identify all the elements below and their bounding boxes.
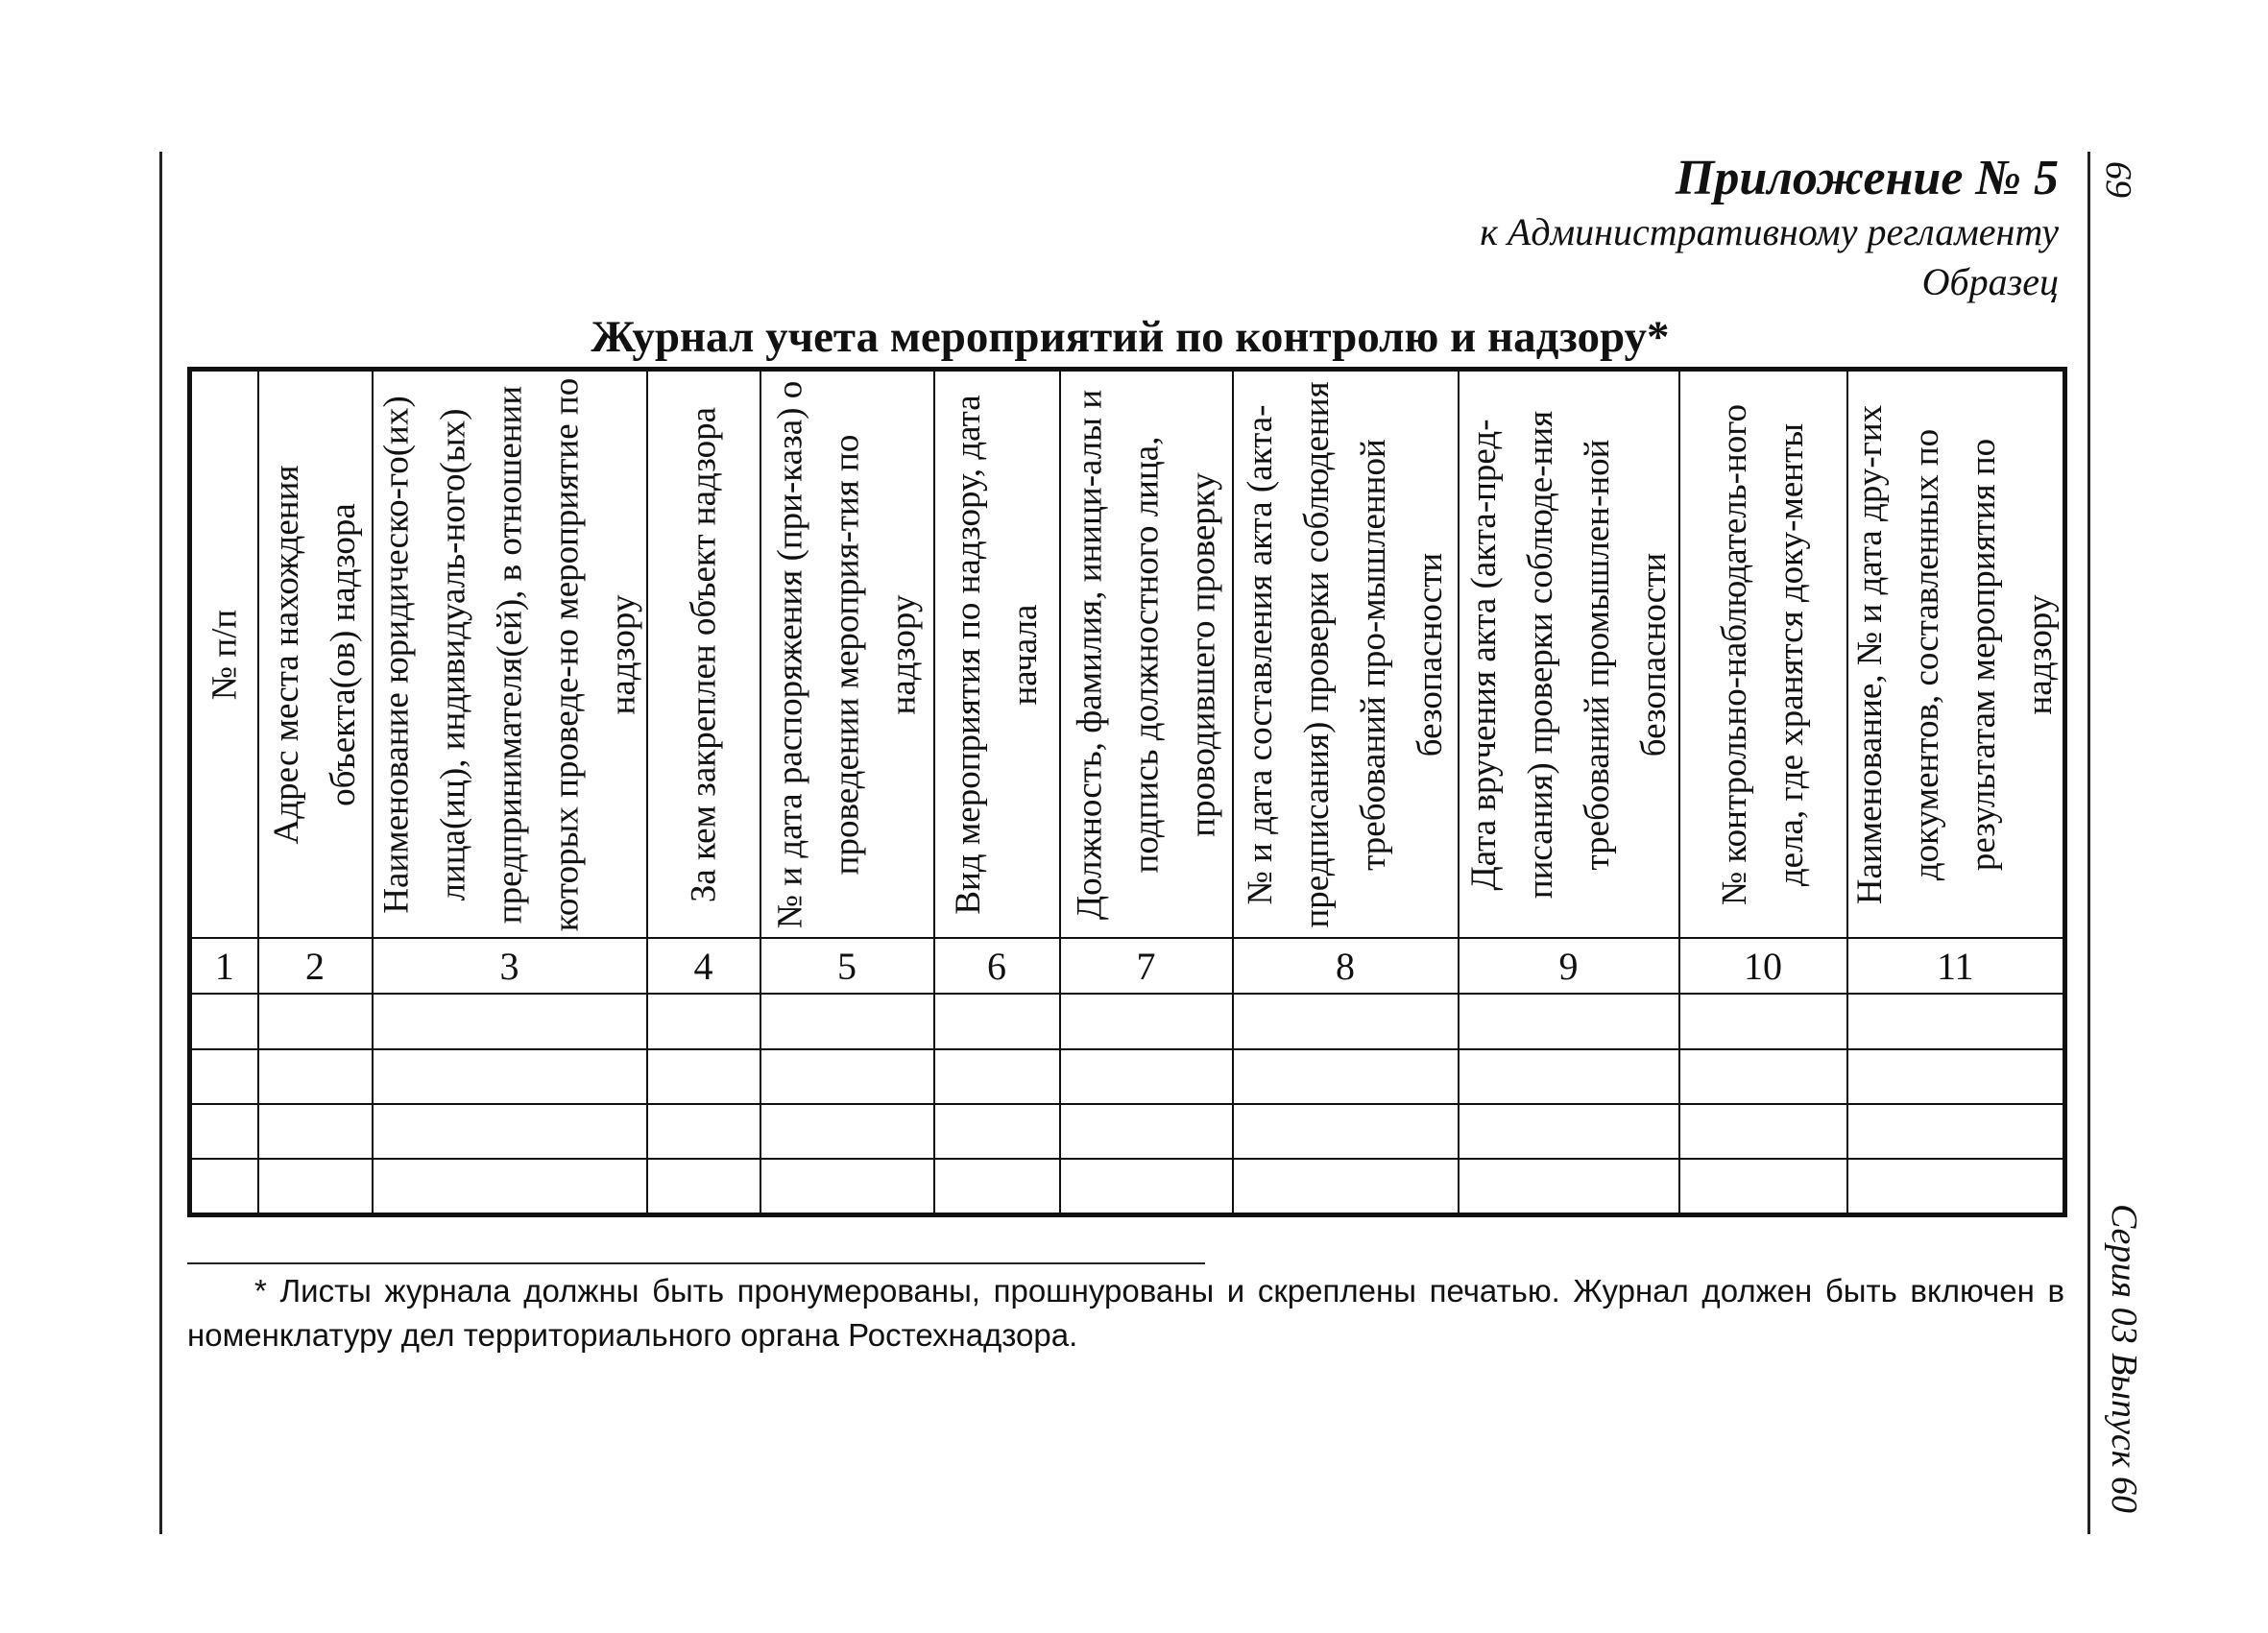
column-number-row	[190, 938, 2065, 994]
table-row	[190, 1159, 2065, 1215]
column-number: 4	[647, 938, 760, 994]
table-cell	[760, 994, 934, 1048]
table-cell	[1847, 994, 2065, 1048]
column-header-label: За кем закреплен объект надзора	[684, 406, 723, 902]
table-cell	[1459, 1049, 1679, 1104]
table-cell	[760, 1104, 934, 1159]
table-cell	[1060, 1049, 1233, 1104]
table-cell	[373, 994, 647, 1048]
table-cell	[1060, 1104, 1233, 1159]
table-cell	[1847, 1049, 2065, 1104]
column-number: 9	[1459, 938, 1679, 994]
column-header	[760, 370, 934, 939]
column-number: 8	[1233, 938, 1459, 994]
table-row	[190, 1049, 2065, 1104]
table-cell	[190, 994, 258, 1048]
column-number: 2	[258, 938, 373, 994]
footnote-divider	[187, 1262, 1205, 1264]
table-row	[190, 994, 2065, 1048]
column-number: 6	[934, 938, 1060, 994]
table-cell	[1233, 1159, 1459, 1215]
column-header	[373, 370, 647, 939]
column-number: 10	[1679, 938, 1847, 994]
column-header-label: № и дата распоряжения (при-каза) о проведении мероприя-тия по надзору	[770, 380, 924, 928]
appendix-subtitle: к Административному регламенту	[1480, 210, 2059, 253]
table-cell	[934, 994, 1060, 1048]
column-number: 11	[1847, 938, 2065, 994]
column-header	[934, 370, 1060, 939]
column-header-label: Дата вручения акта (акта-пред-писания) проверки соблюде-ния требований промышлен-ной безопасности	[1463, 410, 1674, 899]
table-cell	[647, 1049, 760, 1104]
column-header	[190, 370, 258, 939]
right-margin-rule	[2087, 152, 2090, 1534]
column-header	[1233, 370, 1459, 939]
page-number: 69	[2098, 161, 2138, 198]
column-header-label: № п/п	[205, 609, 245, 700]
column-header-label: Наименование, № и дата дру-гих документов, составленных по результатам мероприятия по надзору	[1850, 404, 2061, 904]
column-header	[1679, 370, 1847, 939]
column-header-label: Вид мероприятия по надзору, дата начала	[949, 395, 1045, 915]
table-cell	[1459, 1159, 1679, 1215]
table-cell	[1459, 994, 1679, 1048]
table-cell	[373, 1049, 647, 1104]
table-cell	[190, 1159, 258, 1215]
column-header	[647, 370, 760, 939]
column-header-label: № контрольно-наблюдатель-ного дела, где хранятся доку-менты	[1715, 403, 1811, 905]
table-cell	[1060, 1159, 1233, 1215]
column-header-label: № и дата составления акта (акта-предписания) проверки соблюдения требований про-мышленной безопасности	[1241, 381, 1450, 928]
table-cell	[1233, 994, 1459, 1048]
table-cell	[1459, 1104, 1679, 1159]
column-header	[258, 370, 373, 939]
table-cell	[760, 1159, 934, 1215]
column-header-label: Наименование юридическо-го(их) лица(иц), индивидуаль-ного(ых) предпринимателя(ей), в отношении которых проведе-но мероприятие по надзору	[376, 377, 642, 931]
column-number: 5	[760, 938, 934, 994]
table-cell	[647, 1104, 760, 1159]
column-header	[1459, 370, 1679, 939]
journal-title: Журнал учета мероприятий по контролю и надзору*	[591, 312, 1670, 362]
table-cell	[190, 1049, 258, 1104]
series-label: Серия 03 Выпуск 60	[2104, 1203, 2144, 1514]
table-cell	[934, 1159, 1060, 1215]
column-header-label: Адрес места нахождения объекта(ов) надзора	[267, 465, 363, 845]
table-cell	[1233, 1104, 1459, 1159]
table-row	[190, 1104, 2065, 1159]
table-cell	[647, 1159, 760, 1215]
table-cell	[1679, 1159, 1847, 1215]
column-number: 1	[190, 938, 258, 994]
appendix-sample-label: Образец	[1921, 260, 2059, 303]
table-cell	[1847, 1159, 2065, 1215]
column-number: 7	[1060, 938, 1233, 994]
table-cell	[258, 1159, 373, 1215]
column-header	[1060, 370, 1233, 939]
journal-table	[187, 367, 2067, 1217]
table-cell	[258, 994, 373, 1048]
table-cell	[373, 1104, 647, 1159]
table-cell	[934, 1049, 1060, 1104]
column-header-label: Должность, фамилия, иници-алы и подпись должностного лица, проводившего проверку	[1070, 389, 1222, 920]
table-cell	[1847, 1104, 2065, 1159]
table-cell	[1233, 1049, 1459, 1104]
appendix-title: Приложение № 5	[1675, 151, 2059, 205]
column-header	[1847, 370, 2065, 939]
table-cell	[1060, 994, 1233, 1048]
table-cell	[258, 1104, 373, 1159]
header-row	[190, 370, 2065, 939]
table-cell	[1679, 994, 1847, 1048]
column-number: 3	[373, 938, 647, 994]
table-cell	[1679, 1049, 1847, 1104]
table-cell	[647, 994, 760, 1048]
table-cell	[1679, 1104, 1847, 1159]
table-cell	[934, 1104, 1060, 1159]
left-margin-rule	[159, 152, 162, 1534]
table-cell	[373, 1159, 647, 1215]
table-cell	[258, 1049, 373, 1104]
table-cell	[190, 1104, 258, 1159]
table-cell	[760, 1049, 934, 1104]
footnote: * Листы журнала должны быть пронумерованы, прошнурованы и скреплены печатью. Журнал должен быть включен в номенклатуру дел территориального органа Ростехнадзора.	[187, 1273, 2064, 1353]
